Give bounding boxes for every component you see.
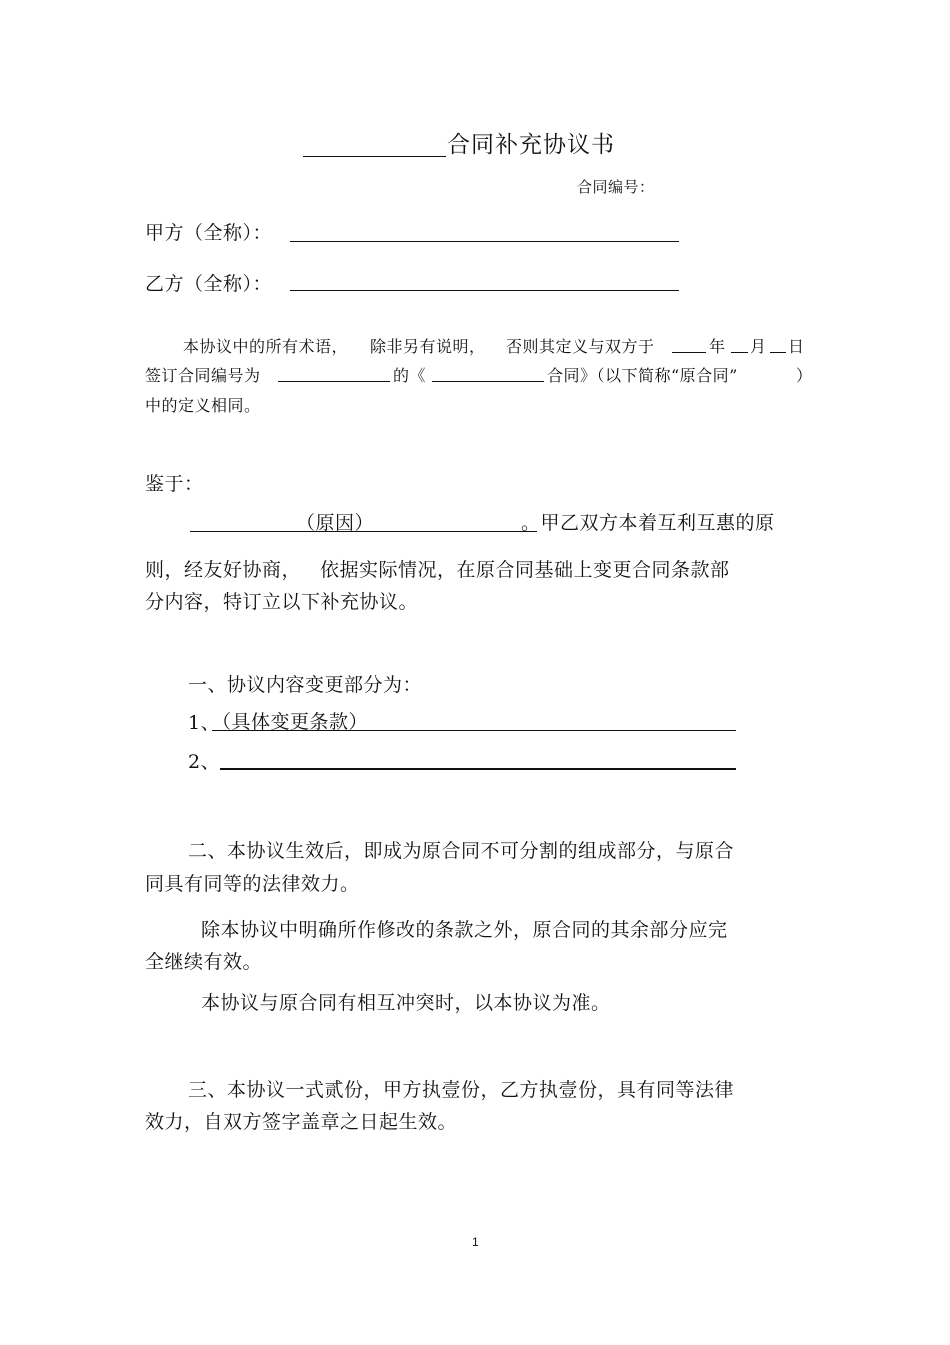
month-label: 月 (750, 337, 767, 356)
title-blank-line (303, 156, 446, 157)
contract-number-label: 合同编号： (577, 178, 655, 196)
reason-tail: 。甲乙双方本着互利互惠的原 (521, 512, 775, 534)
preamble-line2-b: 的《 (393, 366, 427, 385)
party-a-label: 甲方（全称）： (145, 222, 273, 244)
preamble-line2-c: 合同》（以下简称“原合同” (547, 366, 738, 385)
section1-heading: 一、协议内容变更部分为： (188, 674, 423, 696)
contract-number-blank (278, 381, 390, 382)
section3-line1: 三、本协议一式贰份，甲方执壹份，乙方执壹份，具有同等法律 (188, 1079, 735, 1101)
party-a-blank (290, 241, 679, 242)
party-b-blank (290, 290, 679, 291)
whereas-label: 鉴于： (145, 473, 204, 495)
month-blank (731, 352, 748, 353)
contract-name-blank (432, 381, 544, 382)
reason-line2-b: 依据实际情况，在原合同基础上变更合同条款部 (320, 559, 730, 581)
section2-line1: 二、本协议生效后，即成为原合同不可分割的组成部分，与原合 (188, 840, 735, 862)
preamble-line2-d: ） (796, 366, 813, 385)
document-title: 合同补充协议书 (447, 132, 615, 158)
preamble-line2-a: 签订合同编号为 (145, 366, 261, 385)
year-label: 年 (709, 337, 726, 356)
section2-para2-line2: 全继续有效。 (145, 951, 263, 973)
preamble-line1-b: 除非另有说明， (370, 337, 486, 356)
page-number: 1 (472, 1235, 479, 1249)
preamble-line3: 中的定义相同。 (145, 396, 261, 415)
section2-para3: 本协议与原合同有相互冲突时，以本协议为准。 (201, 992, 611, 1014)
section2-para2-line1: 除本协议中明确所作修改的条款之外，原合同的其余部分应完 (201, 919, 728, 941)
year-blank (672, 352, 706, 353)
day-label: 日 (788, 337, 805, 356)
party-b-label: 乙方（全称）： (145, 273, 273, 295)
preamble-line1-a: 本协议中的所有术语， (183, 337, 349, 356)
item2-number: 2、 (188, 751, 221, 773)
section3-line2: 效力，自双方签字盖章之日起生效。 (145, 1111, 458, 1133)
day-blank (770, 352, 786, 353)
item2-blank (220, 768, 736, 770)
reason-placeholder: （原因） (296, 512, 375, 534)
section2-line2: 同具有同等的法律效力。 (145, 873, 360, 895)
reason-line3: 分内容，特订立以下补充协议。 (145, 591, 419, 613)
reason-line2-a: 则，经友好协商， (145, 559, 302, 581)
item1-number: 1、 (188, 712, 221, 734)
item1-text: （具体变更条款） (212, 711, 369, 733)
preamble-line1-c: 否则其定义与双方于 (506, 337, 655, 356)
